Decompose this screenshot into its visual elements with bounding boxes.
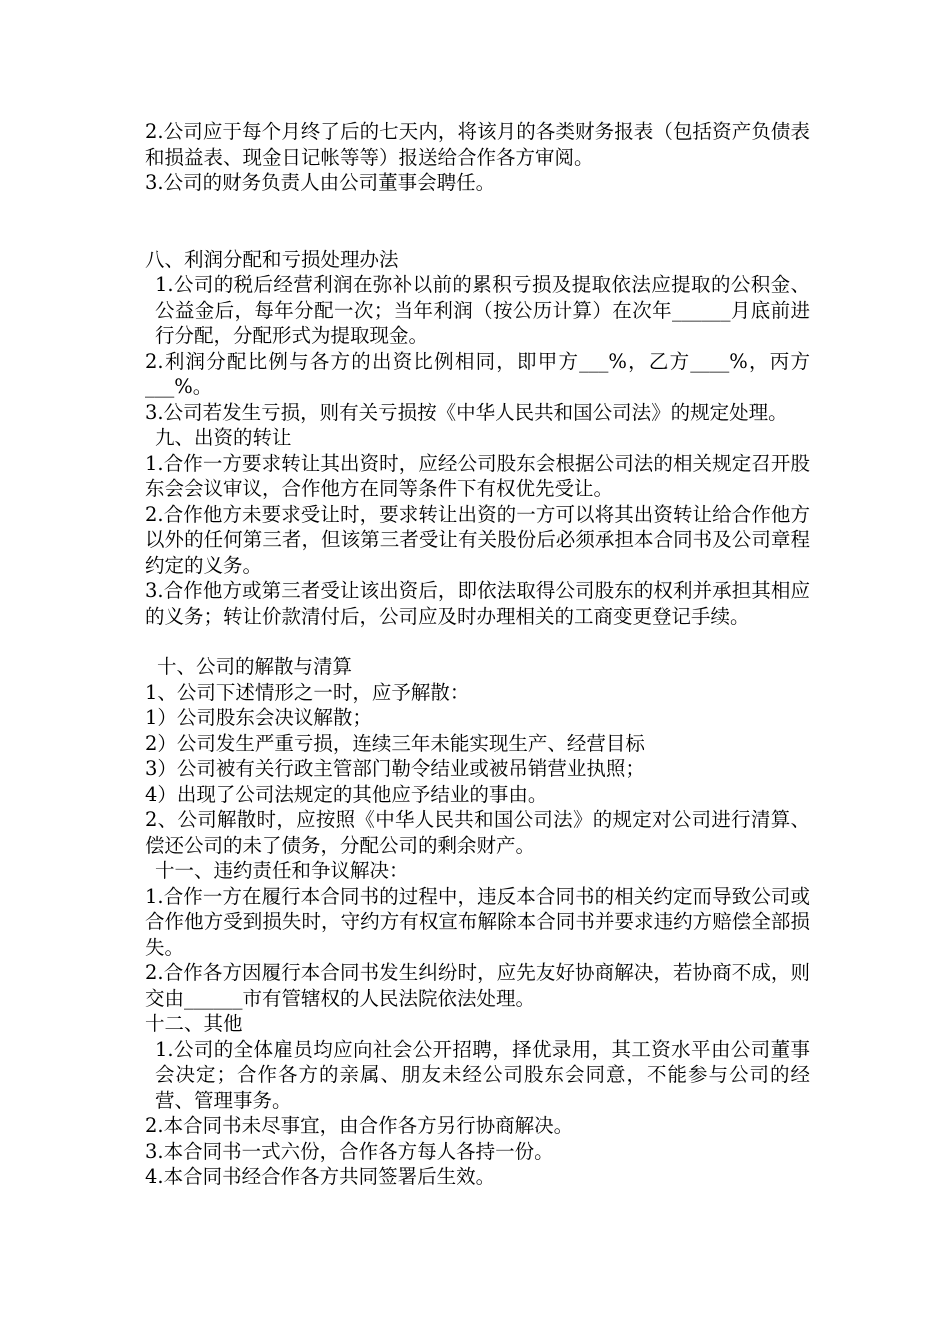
clause-12-3: 3.本合同书一式六份，合作各方每人各持一份。 <box>145 1139 554 1163</box>
clause-10-1-item-3: 3）公司被有关行政主管部门勒令结业或被吊销营业执照； <box>145 757 645 780</box>
section-spacer <box>145 196 810 247</box>
clause-7-3: 3.公司的财务负责人由公司董事会聘任。 <box>145 171 496 194</box>
clause-9-1: 1.合作一方要求转让其出资时，应经公司股东会根据公司法的相关规定召开股东会会议审议，合作他方在同等条件下有权优先受让。 <box>145 451 810 500</box>
clause-12-4: 4.本合同书经合作各方共同签署后生效。 <box>145 1165 496 1188</box>
section-heading-8: 八、利润分配和亏损处理办法 <box>145 247 399 271</box>
clause-7-2: 2.公司应于每个月终了后的七天内，将该月的各类财务报表（包括资产负债表和损益表、现金日记帐等等）报送给合作各方审阅。 <box>145 120 810 169</box>
clause-10-1: 1、公司下述情形之一时，应予解散： <box>145 680 470 704</box>
clause-10-1-item-1: 1）公司股东会决议解散； <box>145 706 372 729</box>
clause-12-2: 2.本合同书未尽事宜，由合作各方另行协商解决。 <box>145 1114 574 1137</box>
clause-10-2: 2、公司解散时，应按照《中华人民共和国公司法》的规定对公司进行清算、偿还公司的未了债务，分配公司的剩余财产。 <box>145 808 810 857</box>
clause-12-1: 1.公司的全体雇员均应向社会公开招聘，择优录用，其工资水平由公司董事会决定；合作各方的亲属、朋友未经公司股东会同意，不能参与公司的经营、管理事务。 <box>155 1037 810 1112</box>
clause-10-1-item-4: 4）出现了公司法规定的其他应予结业的事由。 <box>145 782 548 806</box>
clause-11-2: 2.合作各方因履行本合同书发生纠纷时，应先友好协商解决，若协商不成，则交由______市有管辖权的人民法院依法处理。 <box>145 961 810 1010</box>
clause-8-1: 1.公司的税后经营利润在弥补以前的累积亏损及提取依法应提取的公积金、公益金后，每年分配一次；当年利润（按公历计算）在次年______月底前进行分配，分配形式为提取现金。 <box>155 273 810 347</box>
section-heading-10: 十、公司的解散与清算 <box>157 655 353 678</box>
section-heading-12: 十二、其他 <box>145 1012 243 1035</box>
section-heading-11: 十一、违约责任和争议解决： <box>155 859 409 882</box>
clause-9-2: 2.合作他方未要求受让时，要求转让出资的一方可以将其出资转让给合作他方以外的任何第三者，但该第三者受让有关股份后必须承担本合同书及公司章程约定的义务。 <box>145 502 810 577</box>
section-heading-9: 九、出资的转让 <box>155 426 292 449</box>
clause-8-3: 3.公司若发生亏损，则有关亏损按《中华人民共和国公司法》的规定处理。 <box>145 400 788 424</box>
clause-9-3: 3.合作他方或第三者受让该出资后，即依法取得公司股东的权利并承担其相应的义务；转让价款清付后，公司应及时办理相关的工商变更登记手续。 <box>145 579 810 628</box>
clause-10-1-item-2: 2）公司发生严重亏损，连续三年未能实现生产、经营目标 <box>145 731 645 755</box>
clause-8-2: 2.利润分配比例与各方的出资比例相同，即甲方___%，乙方____%，丙方___%。 <box>145 349 810 398</box>
section-spacer <box>145 629 810 654</box>
document-page <box>145 119 810 1190</box>
clause-11-1: 1.合作一方在履行本合同书的过程中，违反本合同书的相关约定而导致公司或合作他方受到损失时，守约方有权宣布解除本合同书并要求违约方赔偿全部损失。 <box>145 884 810 959</box>
